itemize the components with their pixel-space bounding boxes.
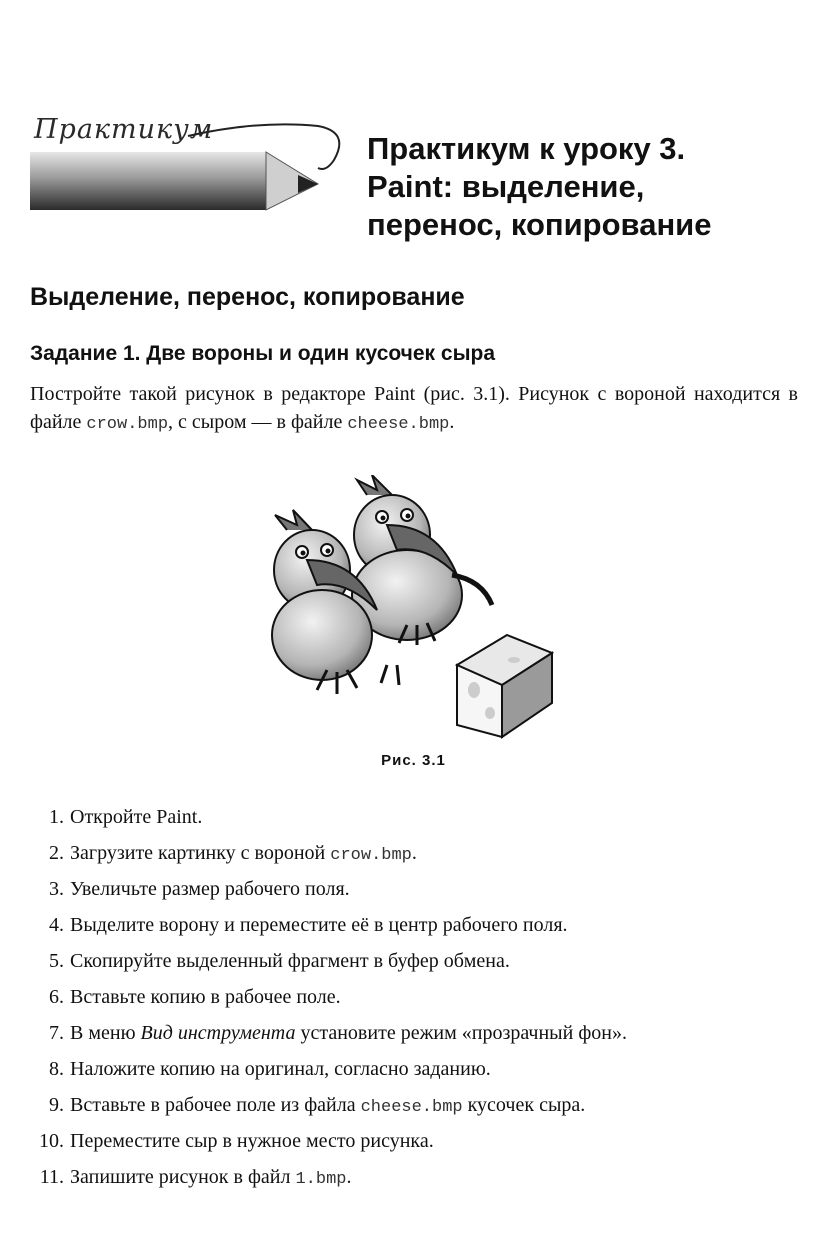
file-name: cheese.bmp	[360, 1098, 463, 1117]
figure-crows-and-cheese	[262, 475, 562, 745]
step-text-part: Скопируйте выделенный фрагмент в буфер обмена.	[70, 950, 510, 972]
task-text-2: , с сыром — в файле	[168, 411, 348, 433]
task-text-1: Постройте такой рисунок в редакторе Paint (рис. 3.1). Рисунок с вороной находится в файле	[30, 383, 798, 433]
step-text-part: установите режим «прозрачный фон».	[295, 1022, 627, 1044]
list-item	[26, 1090, 627, 1126]
praktikum-logo	[28, 108, 348, 218]
list-item	[26, 982, 627, 1018]
step-text-part: В меню	[70, 1022, 141, 1044]
step-text-part: Выделите ворону и переместите её в центр рабочего поля.	[70, 914, 568, 936]
step-text-part: кусочек сыра.	[462, 1094, 586, 1116]
step-text	[70, 1018, 627, 1054]
step-text-part: .	[346, 1166, 352, 1188]
file-name-cheese: cheese.bmp	[347, 415, 450, 434]
chapter-title-line-1: Практикум к уроку 3.	[367, 131, 686, 166]
list-item	[26, 1126, 627, 1162]
step-text	[70, 1126, 434, 1162]
step-text	[70, 1162, 351, 1198]
step-text	[70, 802, 202, 838]
step-text-part: Загрузите картинку с вороной	[70, 842, 331, 864]
step-text-part: Запишите рисунок в файл	[70, 1166, 296, 1188]
pencil-icon	[28, 108, 348, 218]
list-item	[26, 838, 627, 874]
step-number: 7.	[49, 1022, 64, 1044]
step-text-part: Вставьте копию в рабочее поле.	[70, 986, 341, 1008]
list-item	[26, 874, 627, 910]
step-text	[70, 838, 417, 874]
crow-icon	[352, 475, 492, 645]
step-text-part: Откройте Paint.	[70, 806, 203, 828]
steps-list	[26, 802, 627, 1198]
figure-caption: Рис. 3.1	[381, 752, 446, 769]
step-text	[70, 982, 341, 1018]
chapter-title-line-2: Paint: выделение,	[367, 169, 645, 204]
chapter-title	[367, 130, 807, 244]
list-item	[26, 802, 627, 838]
step-text	[70, 910, 568, 946]
cheese-icon	[457, 635, 552, 737]
logo-word: Практикум	[34, 114, 214, 145]
chapter-title-line-3: перенос, копирование	[367, 207, 712, 242]
step-number: 6.	[49, 986, 64, 1008]
step-text	[70, 946, 510, 982]
list-item	[26, 910, 627, 946]
list-item	[26, 946, 627, 982]
list-item	[26, 1162, 627, 1198]
list-item	[26, 1054, 627, 1090]
step-number: 5.	[49, 950, 64, 972]
step-text	[70, 1090, 585, 1126]
step-number: 8.	[49, 1058, 64, 1080]
file-name: 1.bmp	[295, 1170, 347, 1189]
step-text-part: Переместите сыр в нужное место рисунка.	[70, 1130, 434, 1152]
menu-name: Вид инструмента	[140, 1022, 296, 1044]
step-number: 11.	[39, 1166, 64, 1188]
step-text-part: Наложите копию на оригинал, согласно заданию.	[70, 1058, 491, 1080]
step-number: 4.	[49, 914, 64, 936]
step-text-part: .	[411, 842, 417, 864]
file-name-crow: crow.bmp	[86, 415, 169, 434]
section-heading: Выделение, перенос, копирование	[30, 283, 465, 311]
task-heading: Задание 1. Две вороны и один кусочек сыра	[30, 342, 496, 365]
step-text	[70, 874, 350, 910]
file-name: crow.bmp	[330, 846, 412, 865]
step-number: 1.	[49, 806, 64, 828]
step-number: 10.	[39, 1130, 64, 1152]
step-text-part: Увеличьте размер рабочего поля.	[70, 878, 350, 900]
step-number: 3.	[49, 878, 64, 900]
task-text-3: .	[449, 411, 455, 433]
step-text	[70, 1054, 491, 1090]
step-number: 2.	[49, 842, 64, 864]
task-description	[30, 380, 798, 439]
step-number: 9.	[49, 1094, 64, 1116]
step-text-part: Вставьте в рабочее поле из файла	[70, 1094, 361, 1116]
list-item	[26, 1018, 627, 1054]
